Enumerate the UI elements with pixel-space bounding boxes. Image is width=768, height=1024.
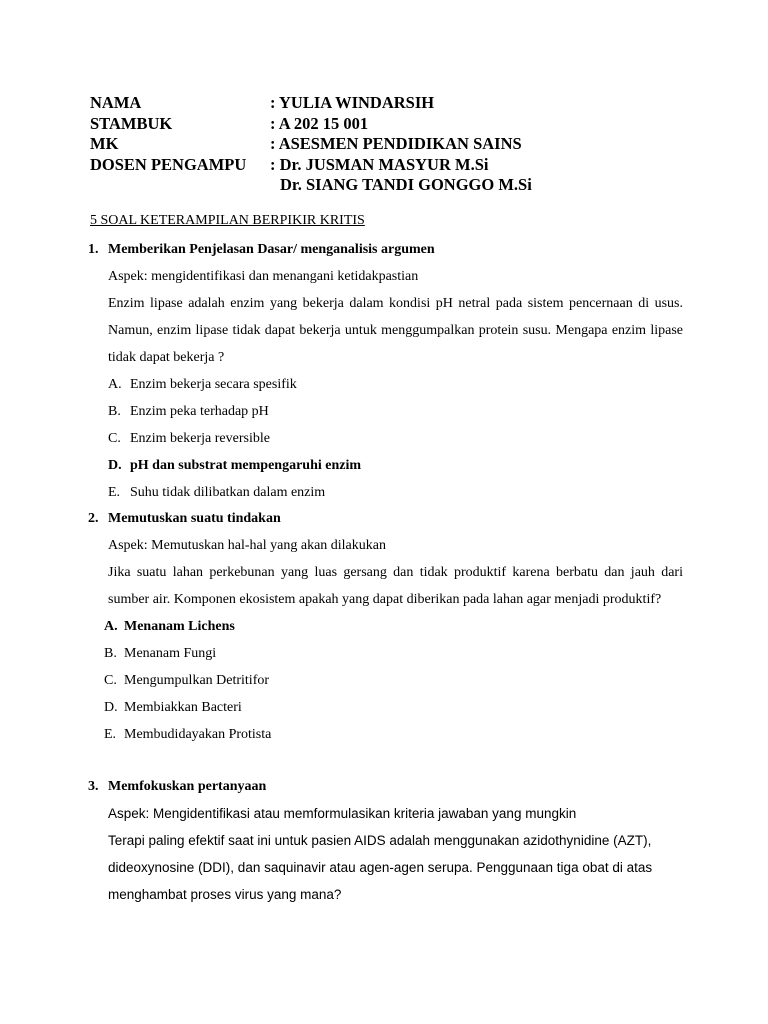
option-d — [104, 694, 704, 721]
stambuk-label: STAMBUK — [90, 113, 173, 133]
dosen-row — [90, 155, 532, 176]
question-title — [88, 505, 688, 532]
question-aspek: Aspek: Memutuskan hal-hal yang akan dilakukan — [108, 538, 386, 553]
nama-row — [90, 93, 532, 114]
option-text: Mengumpulkan Detritifor — [124, 673, 270, 688]
dosen-label: DOSEN PENGAMPU — [90, 154, 247, 174]
nama-value: : YULIA WINDARSIH — [270, 93, 435, 112]
option-text: Menanam Lichens — [124, 619, 235, 634]
dosen-value-2: Dr. SIANG TANDI GONGGO M.Si — [280, 175, 532, 195]
option-text: Suhu tidak dilibatkan dalam enzim — [130, 485, 326, 500]
question-title — [88, 773, 688, 800]
option-text: Enzim bekerja secara spesifik — [130, 377, 297, 392]
question-number: 2. — [88, 511, 99, 526]
option-letter: B. — [104, 646, 117, 661]
question-aspek: Aspek: Mengidentifikasi atau memformulasikan kriteria jawaban yang mungkin — [108, 806, 577, 821]
mk-label: MK — [90, 134, 119, 154]
option-text: Enzim bekerja reversible — [130, 431, 270, 446]
option-c — [108, 425, 708, 452]
question-title-text: Memfokuskan pertanyaan — [108, 779, 267, 794]
option-list — [104, 613, 704, 748]
stambuk-row — [90, 114, 532, 135]
mk-value: : ASESMEN PENDIDIKAN SAINS — [270, 134, 522, 154]
section-title: 5 SOAL KETERAMPILAN BERPIKIR KRITIS — [90, 213, 365, 228]
question-text: Enzim lipase adalah enzim yang bekerja dalam kondisi pH netral pada sistem pencernaan di usus. Namun, enzim lipase tidak dapat bekerja untuk menggumpalkan protein susu. Mengapa enzim lipase tidak dapat bekerja ? — [108, 296, 683, 365]
option-a — [108, 371, 708, 398]
option-letter: A. — [108, 377, 122, 392]
option-letter: C. — [104, 673, 117, 688]
dosen-row-2 — [90, 175, 532, 196]
question-aspek: Aspek: mengidentifikasi dan menangani ketidakpastian — [108, 269, 419, 284]
question-title-text: Memutuskan suatu tindakan — [108, 511, 281, 526]
option-letter: E. — [108, 485, 121, 500]
question-title-text: Memberikan Penjelasan Dasar/ menganalisis argumen — [108, 242, 435, 257]
question-3 — [88, 773, 688, 908]
option-list — [108, 371, 708, 506]
question-number: 3. — [88, 779, 99, 794]
option-letter: D. — [108, 458, 122, 473]
option-letter: B. — [108, 404, 121, 419]
dosen-value-1: : Dr. JUSMAN MASYUR M.Si — [270, 154, 489, 174]
question-2 — [88, 505, 688, 748]
dosen-label-spacer — [90, 175, 270, 196]
option-letter: D. — [104, 700, 118, 715]
option-c — [104, 667, 704, 694]
question-1 — [88, 236, 688, 506]
option-text: Menanam Fungi — [124, 646, 217, 661]
option-text: Enzim peka terhadap pH — [130, 404, 269, 419]
option-e — [104, 721, 704, 748]
option-a-answer — [104, 613, 704, 640]
option-text: Membiakkan Bacteri — [124, 700, 242, 715]
mk-row — [90, 134, 532, 155]
question-title — [88, 236, 688, 263]
option-letter: E. — [104, 727, 117, 742]
question-number: 1. — [88, 242, 99, 257]
student-info-header — [90, 93, 532, 196]
option-text: pH dan substrat mempengaruhi enzim — [130, 458, 362, 473]
option-text: Membudidayakan Protista — [124, 727, 272, 742]
option-letter: C. — [108, 431, 121, 446]
stambuk-value: : A 202 15 001 — [270, 113, 369, 133]
option-d-answer — [108, 452, 708, 479]
option-b — [108, 398, 708, 425]
option-letter: A. — [104, 619, 118, 634]
question-text: Jika suatu lahan perkebunan yang luas gersang dan tidak produktif karena berbatu dan jauh dari sumber air. Komponen ekosistem apakah yang dapat diberikan pada lahan agar menjadi produktif? — [108, 565, 683, 607]
nama-label: NAMA — [90, 93, 142, 112]
option-e — [108, 479, 708, 506]
question-text: Terapi paling efektif saat ini untuk pasien AIDS adalah menggunakan azidothynidine (AZT), dideoxynosine (DDI), dan saquinavir atau agen-agen serupa. Penggunaan tiga obat di atas menghambat proses virus yang mana? — [108, 833, 653, 902]
option-b — [104, 640, 704, 667]
